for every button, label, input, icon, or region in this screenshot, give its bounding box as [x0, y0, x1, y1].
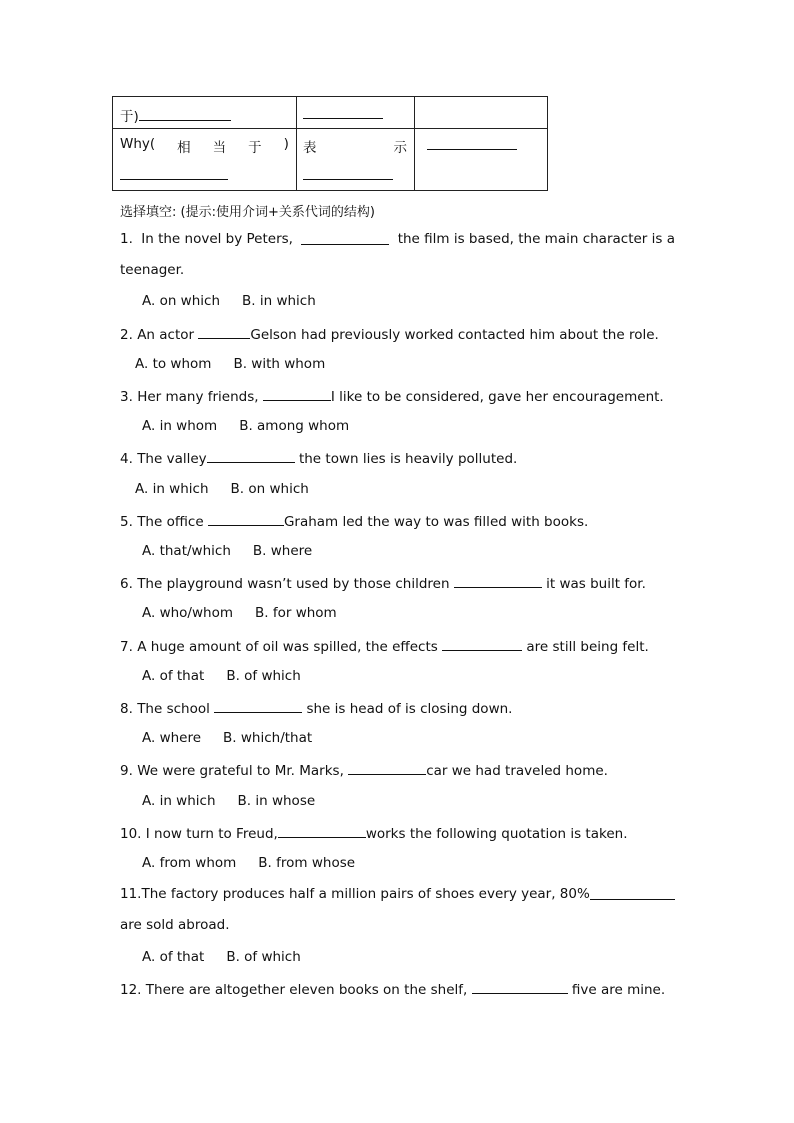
question-number: 7. [120, 639, 133, 655]
question-text: it was built for. [546, 576, 646, 592]
cell-text: 于) [120, 109, 139, 125]
question-text: We were grateful to Mr. Marks, [137, 763, 344, 779]
answer-blank[interactable] [348, 761, 426, 775]
question-4 [120, 449, 517, 467]
option-b[interactable]: B. in which [242, 293, 316, 309]
question-text: The office [137, 514, 204, 530]
question-number: 12. [120, 982, 142, 998]
question-text: The playground wasn’t used by those children [137, 576, 450, 592]
question-number: 3. [120, 389, 133, 405]
question-text: she is head of is closing down. [306, 701, 513, 717]
question-text: In the novel by Peters, [141, 231, 293, 247]
question-7-options [142, 668, 301, 684]
question-10-options [142, 855, 355, 871]
answer-blank[interactable] [278, 824, 366, 838]
question-text: five are mine. [571, 982, 666, 998]
answer-blank[interactable] [590, 886, 675, 900]
question-12 [120, 980, 665, 998]
question-text: Graham led the way to was filled with books. [283, 514, 589, 530]
answer-blank[interactable] [139, 107, 231, 121]
cell-char: ) [283, 136, 289, 152]
option-a[interactable]: A. from whom [142, 855, 237, 871]
answer-blank[interactable] [120, 166, 228, 180]
question-number: 8. [120, 701, 133, 717]
question-9 [120, 761, 608, 779]
answer-blank[interactable] [303, 166, 393, 180]
question-number: 10. [120, 826, 142, 842]
question-text: Gelson had previously worked contacted him about the role. [250, 327, 659, 343]
table-cell [296, 128, 415, 190]
cell-char: 表 [303, 140, 317, 156]
question-number: 5. [120, 514, 133, 530]
question-text: There are altogether eleven books on the shelf, [145, 982, 468, 998]
option-a[interactable]: A. where [142, 730, 202, 746]
question-5 [120, 512, 588, 530]
cell-char: 当 [212, 140, 227, 156]
option-b[interactable]: B. in whose [237, 793, 316, 809]
cell-text-spread [120, 136, 289, 156]
instruction-text: 选择填空: (提示:使用介词+关系代词的结构) [120, 205, 375, 220]
question-number: 4. [120, 451, 133, 467]
question-4-options [135, 481, 309, 497]
option-b[interactable]: B. on which [230, 481, 309, 497]
cell-char: 相 [177, 140, 191, 156]
question-2-options [135, 356, 325, 372]
question-text: the film is based, the main character is a [397, 231, 675, 247]
option-b[interactable]: B. among whom [239, 418, 350, 434]
question-3 [120, 387, 664, 405]
question-6-options [142, 605, 337, 621]
question-text: I like to be considered, gave her encouragement. [330, 389, 664, 405]
answer-blank[interactable] [454, 574, 542, 588]
cell-text-spread [303, 136, 407, 156]
question-text: The valley [137, 451, 207, 467]
option-a[interactable]: A. in which [142, 793, 216, 809]
table-cell [296, 97, 415, 128]
question-11-options [142, 949, 301, 965]
question-11-continued: are sold abroad. [120, 917, 230, 933]
question-6 [120, 574, 646, 592]
question-8-options [142, 730, 312, 746]
answer-blank[interactable] [303, 105, 383, 119]
table-cell [414, 97, 547, 128]
option-b[interactable]: B. where [252, 543, 313, 559]
option-b[interactable]: B. from whose [258, 855, 356, 871]
question-text: are still being felt. [526, 639, 649, 655]
question-1-continued: teenager. [120, 262, 185, 278]
question-10 [120, 824, 627, 842]
question-3-options [142, 418, 349, 434]
question-text: A huge amount of oil was spilled, the effects [137, 639, 438, 655]
reference-table [112, 96, 548, 191]
question-text: An actor [137, 327, 195, 343]
question-number: 1. [120, 231, 133, 247]
table-row [113, 128, 547, 190]
question-number: 11. [120, 886, 142, 902]
question-number: 9. [120, 763, 133, 779]
option-b[interactable]: B. of which [226, 949, 301, 965]
question-text: the town lies is heavily polluted. [298, 451, 518, 467]
question-8 [120, 699, 512, 717]
question-7 [120, 637, 649, 655]
question-1-options [142, 293, 316, 309]
option-b[interactable]: B. with whom [233, 356, 326, 372]
option-a[interactable]: A. who/whom [142, 605, 233, 621]
option-b[interactable]: B. for whom [255, 605, 337, 621]
answer-blank[interactable] [263, 387, 331, 401]
question-11 [120, 886, 675, 902]
question-1 [120, 231, 675, 247]
answer-blank[interactable] [207, 449, 295, 463]
answer-blank[interactable] [214, 699, 302, 713]
answer-blank[interactable] [442, 637, 522, 651]
answer-blank[interactable] [427, 136, 517, 150]
question-number: 6. [120, 576, 133, 592]
answer-blank[interactable] [198, 325, 250, 339]
option-b[interactable]: B. which/that [223, 730, 313, 746]
question-2 [120, 325, 659, 343]
cell-char: 示 [393, 140, 407, 156]
option-a[interactable]: A. that/which [142, 543, 231, 559]
table-row [113, 97, 547, 129]
question-9-options [142, 793, 315, 809]
answer-blank[interactable] [301, 231, 389, 245]
question-text: I now turn to Freud, [145, 826, 278, 842]
question-text: works the following quotation is taken. [365, 826, 628, 842]
table-cell [113, 97, 297, 128]
cell-char: 于 [248, 140, 262, 156]
option-a[interactable]: A. in which [135, 481, 209, 497]
question-text: The factory produces half a million pairs of shoes every year, 80% [141, 886, 590, 902]
option-a[interactable]: A. in whom [142, 418, 218, 434]
option-a[interactable]: A. to whom [135, 356, 212, 372]
option-a[interactable]: A. of that [142, 668, 205, 684]
answer-blank[interactable] [208, 512, 284, 526]
answer-blank[interactable] [472, 980, 568, 994]
question-text: Her many friends, [137, 389, 259, 405]
table-cell [414, 128, 547, 190]
question-text: car we had traveled home. [426, 763, 608, 779]
option-b[interactable]: B. of which [226, 668, 301, 684]
question-text: The school [137, 701, 210, 717]
option-a[interactable]: A. on which [142, 293, 221, 309]
option-a[interactable]: A. of that [142, 949, 205, 965]
cell-char: Why( [120, 136, 156, 152]
table-cell [113, 128, 297, 190]
question-5-options [142, 543, 312, 559]
question-number: 2. [120, 327, 133, 343]
